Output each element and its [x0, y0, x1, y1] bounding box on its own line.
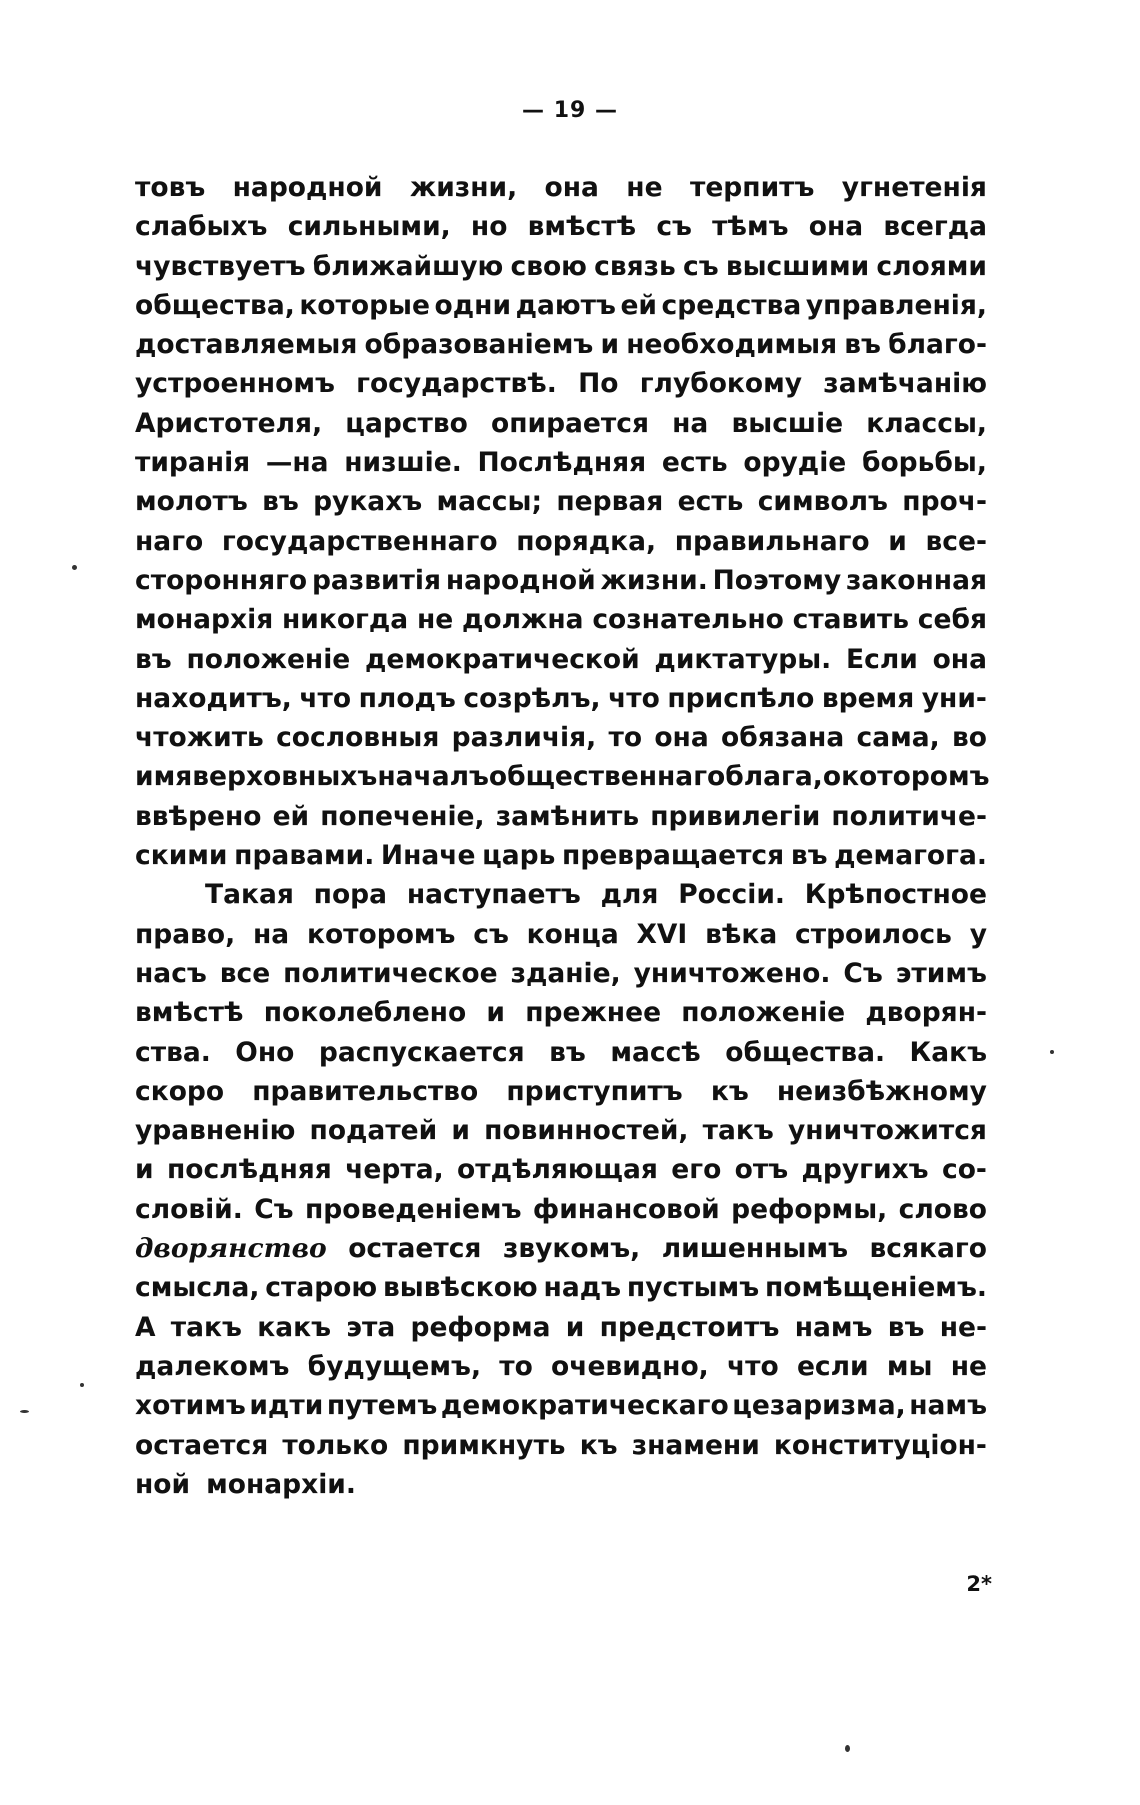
text-line	[135, 561, 987, 600]
word: уни-	[921, 682, 987, 714]
word: Оно	[235, 1036, 295, 1068]
word: въ	[844, 329, 881, 361]
scan-speck	[20, 1410, 29, 1413]
word: строилось	[795, 918, 952, 950]
word: конституціон-	[773, 1429, 987, 1461]
word: въ	[790, 840, 828, 872]
word: предстоитъ	[599, 1311, 780, 1343]
word: управленія,	[805, 289, 987, 321]
word: массѣ	[610, 1036, 701, 1068]
word: сама,	[856, 722, 940, 754]
text-line	[135, 1150, 987, 1189]
word: А	[135, 1311, 156, 1343]
word: и	[135, 1154, 154, 1186]
word: но	[470, 211, 508, 243]
word: всякаго	[869, 1233, 987, 1265]
word: повинностей,	[484, 1115, 689, 1147]
word: для	[600, 879, 659, 911]
word: скими	[135, 840, 228, 872]
word: остается	[348, 1233, 482, 1265]
word: на	[672, 407, 709, 439]
word: съ	[473, 918, 509, 950]
word: въ	[262, 486, 299, 518]
word: распускается	[318, 1036, 525, 1068]
word: прежнее	[525, 997, 662, 1029]
word: порядка,	[516, 525, 657, 557]
word: вѣка	[705, 918, 778, 950]
word: черта,	[345, 1154, 444, 1186]
word: все	[219, 957, 271, 989]
text-line	[135, 993, 987, 1032]
word: глубокому	[639, 368, 803, 400]
word: диктатуры.	[654, 643, 832, 675]
word: общества.	[725, 1036, 886, 1068]
word: обязана	[721, 722, 845, 754]
word: остается	[135, 1429, 269, 1461]
word: По	[578, 368, 619, 400]
word: уничтожено.	[633, 957, 831, 989]
word: насъ	[135, 957, 207, 989]
word: Аристотеля,	[135, 407, 323, 439]
word: у	[969, 918, 987, 950]
text-line	[135, 325, 987, 364]
word: связь	[594, 250, 676, 282]
word: путемъ	[326, 1390, 438, 1422]
word: символъ	[757, 486, 888, 518]
scan-speck	[72, 565, 77, 570]
word: Съ	[254, 1193, 294, 1225]
word: лишеннымъ	[661, 1233, 849, 1265]
word: такъ	[170, 1311, 242, 1343]
text-line	[135, 247, 987, 286]
word: правительство	[252, 1075, 479, 1107]
word: эта	[346, 1311, 396, 1343]
word: Съ	[843, 957, 883, 989]
word: рукахъ	[313, 486, 423, 518]
word: демагога.	[834, 840, 987, 872]
word: различія,	[451, 722, 597, 754]
word: хотимъ	[135, 1390, 246, 1422]
word: сословныя	[276, 722, 440, 754]
word: законная	[845, 564, 987, 596]
word: что	[608, 682, 660, 714]
word: общества,	[135, 289, 295, 321]
text-line	[135, 954, 987, 993]
word: благо-	[888, 329, 987, 361]
word: далекомъ	[135, 1350, 290, 1382]
word: она	[544, 172, 599, 203]
word: и	[888, 525, 907, 557]
text-line	[135, 1033, 987, 1072]
word: во	[951, 722, 987, 754]
word: не	[950, 1350, 987, 1382]
word: Послѣдняя	[477, 447, 647, 479]
word: классы,	[866, 407, 987, 439]
word: такъ	[702, 1115, 774, 1147]
word: которые	[299, 289, 430, 321]
word: не-	[939, 1311, 987, 1343]
text-line	[135, 404, 987, 443]
text-line	[135, 1229, 987, 1268]
word: Иначе	[380, 840, 476, 872]
word: высшіе	[731, 407, 844, 439]
word: помѣщеніемъ.	[764, 1272, 987, 1304]
word: въ	[887, 1311, 925, 1343]
word: только	[282, 1429, 389, 1461]
word: демократическаго	[440, 1390, 729, 1422]
text-line	[135, 364, 987, 403]
word: то	[608, 722, 643, 754]
word: пора	[313, 879, 388, 911]
text-line	[135, 1386, 987, 1425]
word: проведеніемъ	[304, 1193, 522, 1225]
word: царство	[345, 407, 468, 439]
word: первая	[556, 486, 664, 518]
text-line	[135, 915, 987, 954]
word: то	[499, 1350, 533, 1382]
word: низшіе.	[344, 447, 462, 479]
word: очевидно,	[551, 1350, 709, 1382]
word: его	[671, 1154, 722, 1186]
word: жизни.	[600, 564, 708, 596]
word: сильными,	[287, 211, 451, 243]
word: къ	[710, 1075, 749, 1107]
word: не	[626, 172, 663, 203]
word: отдѣляющая	[457, 1154, 658, 1186]
word: началъ	[377, 761, 489, 793]
text-line	[135, 207, 987, 246]
word: конца	[526, 918, 619, 950]
word: на	[252, 918, 290, 950]
word: чтожить	[135, 722, 264, 754]
word: поколеблено	[263, 997, 467, 1029]
text-line	[135, 757, 990, 796]
word: дворян-	[865, 997, 987, 1029]
word: о	[822, 761, 842, 793]
word: Крѣпостное	[804, 879, 987, 911]
word: правильнаго	[674, 525, 870, 557]
word: идти	[249, 1390, 324, 1422]
word: правами.	[234, 840, 375, 872]
word: дворянство	[135, 1233, 327, 1265]
word: политическое	[283, 957, 498, 989]
word: и	[486, 997, 505, 1029]
word: необходимыя	[626, 329, 838, 361]
word: сознательно	[592, 604, 784, 636]
word: другихъ	[801, 1154, 929, 1186]
word: которомъ	[306, 918, 456, 950]
word: въ	[135, 643, 172, 675]
word: ей	[620, 289, 657, 321]
word: словій.	[135, 1193, 243, 1225]
word: уравненію	[135, 1115, 296, 1147]
word: Поэтому	[712, 564, 842, 596]
word: наступаетъ	[406, 879, 581, 911]
text-line	[135, 1347, 987, 1386]
text-line	[135, 1072, 987, 1111]
word: высшими	[725, 250, 870, 282]
text-line	[135, 286, 987, 325]
word: жизни,	[409, 172, 518, 203]
word: все-	[925, 525, 987, 557]
word: образованіемъ	[364, 329, 594, 361]
body-text	[135, 168, 990, 1504]
word: привилегіи	[650, 800, 821, 832]
word: монархіи.	[206, 1468, 356, 1500]
word: народной	[445, 564, 596, 596]
word: устроенномъ	[135, 368, 335, 400]
word: она	[808, 211, 864, 243]
word: ближайшую	[312, 250, 504, 282]
word: послѣдняя	[166, 1154, 332, 1186]
word: старою	[265, 1272, 378, 1304]
word: слоями	[876, 250, 987, 282]
text-line	[135, 168, 987, 207]
word: средства	[661, 289, 802, 321]
word: ввѣрено	[135, 800, 262, 832]
word: имя	[135, 761, 193, 793]
word: опирается	[490, 407, 649, 439]
word: замѣчанію	[823, 368, 987, 400]
word: податей	[309, 1115, 438, 1147]
word: наго	[135, 525, 204, 557]
word: верховныхъ	[192, 761, 378, 793]
scan-speck	[845, 1745, 850, 1752]
word: въ	[549, 1036, 586, 1068]
word: вмѣстѣ	[135, 997, 244, 1029]
word: никогда	[281, 604, 409, 636]
text-line	[135, 797, 987, 836]
word: этимъ	[895, 957, 987, 989]
word: право,	[135, 918, 236, 950]
word: пустымъ	[626, 1272, 760, 1304]
word: государственнаго	[221, 525, 498, 557]
text-line	[135, 1190, 987, 1229]
word: тѣмъ	[712, 211, 789, 243]
word: —на	[265, 447, 329, 479]
text-line	[135, 1465, 987, 1504]
word: попеченіе,	[320, 800, 485, 832]
word: и	[565, 1311, 585, 1343]
word: со-	[941, 1154, 987, 1186]
word: плодъ	[358, 682, 456, 714]
word: она	[654, 722, 709, 754]
word: политиче-	[831, 800, 987, 832]
text-line	[135, 482, 987, 521]
text-line	[135, 443, 987, 482]
word: Если	[846, 643, 918, 675]
word: ей	[272, 800, 310, 832]
word: вывѣскою	[383, 1272, 538, 1304]
word: финансовой	[532, 1193, 720, 1225]
scan-speck	[80, 1383, 84, 1387]
word: терпитъ	[689, 172, 815, 203]
word: надъ	[543, 1272, 622, 1304]
word: цезаризма,	[732, 1390, 906, 1422]
word: какъ	[257, 1311, 332, 1343]
word: смысла,	[135, 1272, 260, 1304]
word: демократической	[365, 643, 640, 675]
word: Такая	[205, 879, 294, 911]
word: мы	[886, 1350, 933, 1382]
word: неизбѣжному	[776, 1075, 987, 1107]
word: зданіе,	[510, 957, 621, 989]
word: если	[796, 1350, 869, 1382]
word: ставить	[792, 604, 910, 636]
word: царь	[482, 840, 556, 872]
word: реформы,	[731, 1193, 888, 1225]
word: государствѣ.	[356, 368, 557, 400]
word: не	[416, 604, 454, 636]
word: намъ	[909, 1390, 987, 1422]
word: что	[726, 1350, 779, 1382]
word: развитія	[311, 564, 441, 596]
word: приступитъ	[506, 1075, 683, 1107]
word: уничтожится	[788, 1115, 987, 1147]
word: съ	[656, 211, 692, 243]
word: угнетенія	[841, 172, 987, 203]
text-line	[135, 875, 987, 914]
word: ства.	[135, 1036, 211, 1068]
word: должна	[461, 604, 584, 636]
word: что	[299, 682, 352, 714]
word: созрѣлъ,	[463, 682, 601, 714]
text-line	[135, 836, 987, 875]
word: положеніе	[681, 997, 846, 1029]
word: свою	[510, 250, 587, 282]
word: XVI	[636, 918, 688, 950]
word: положеніе	[186, 643, 351, 675]
word: примкнуть	[402, 1429, 566, 1461]
word: товъ	[135, 172, 206, 203]
text-line	[135, 1308, 987, 1347]
word: вмѣстѣ	[527, 211, 637, 243]
word: будущемъ,	[307, 1350, 482, 1382]
word: борьбы,	[861, 447, 987, 479]
word: сторонняго	[135, 564, 308, 596]
word: она	[932, 643, 987, 675]
word: тиранія	[135, 447, 251, 479]
word: молотъ	[135, 486, 248, 518]
text-line	[135, 640, 987, 679]
word: народной	[232, 172, 383, 203]
word: чувствуетъ	[135, 250, 306, 282]
word: Какъ	[909, 1036, 987, 1068]
word: себя	[917, 604, 987, 636]
word: Россіи.	[678, 879, 785, 911]
word: реформа	[410, 1311, 551, 1343]
text-line	[135, 679, 987, 718]
word: всегда	[883, 211, 987, 243]
word: намъ	[794, 1311, 873, 1343]
word: къ	[579, 1429, 618, 1461]
word: слово	[898, 1193, 987, 1225]
word: даютъ	[515, 289, 616, 321]
word: звукомъ,	[502, 1233, 641, 1265]
word: одни	[434, 289, 512, 321]
word: скоро	[135, 1075, 225, 1107]
word: замѣнить	[495, 800, 640, 832]
word: блага,	[725, 761, 823, 793]
word: слабыхъ	[135, 211, 268, 243]
text-line	[135, 600, 987, 639]
word: монархія	[135, 604, 274, 636]
word: ной	[135, 1468, 191, 1500]
text-line	[135, 522, 987, 561]
scan-speck	[1050, 1050, 1054, 1054]
word: которомъ	[841, 761, 990, 793]
word: находитъ,	[135, 682, 292, 714]
word: есть	[661, 447, 728, 479]
word: приспѣло	[667, 682, 815, 714]
word: проч-	[902, 486, 987, 518]
word: превращается	[562, 840, 785, 872]
word: общественнаго	[488, 761, 726, 793]
word: есть	[677, 486, 744, 518]
text-line	[135, 718, 987, 757]
word: доставляемыя	[135, 329, 358, 361]
word: массы;	[436, 486, 543, 518]
word: орудіе	[743, 447, 847, 479]
text-line	[135, 1426, 987, 1465]
word: знамени	[631, 1429, 760, 1461]
word: отъ	[734, 1154, 789, 1186]
text-line	[135, 1111, 987, 1150]
text-line	[135, 1268, 987, 1307]
signature-mark: 2*	[966, 1572, 992, 1596]
word: и	[451, 1115, 470, 1147]
word: и	[600, 329, 620, 361]
page-number: — 19 —	[522, 98, 618, 123]
word: съ	[683, 250, 719, 282]
word: время	[821, 682, 915, 714]
